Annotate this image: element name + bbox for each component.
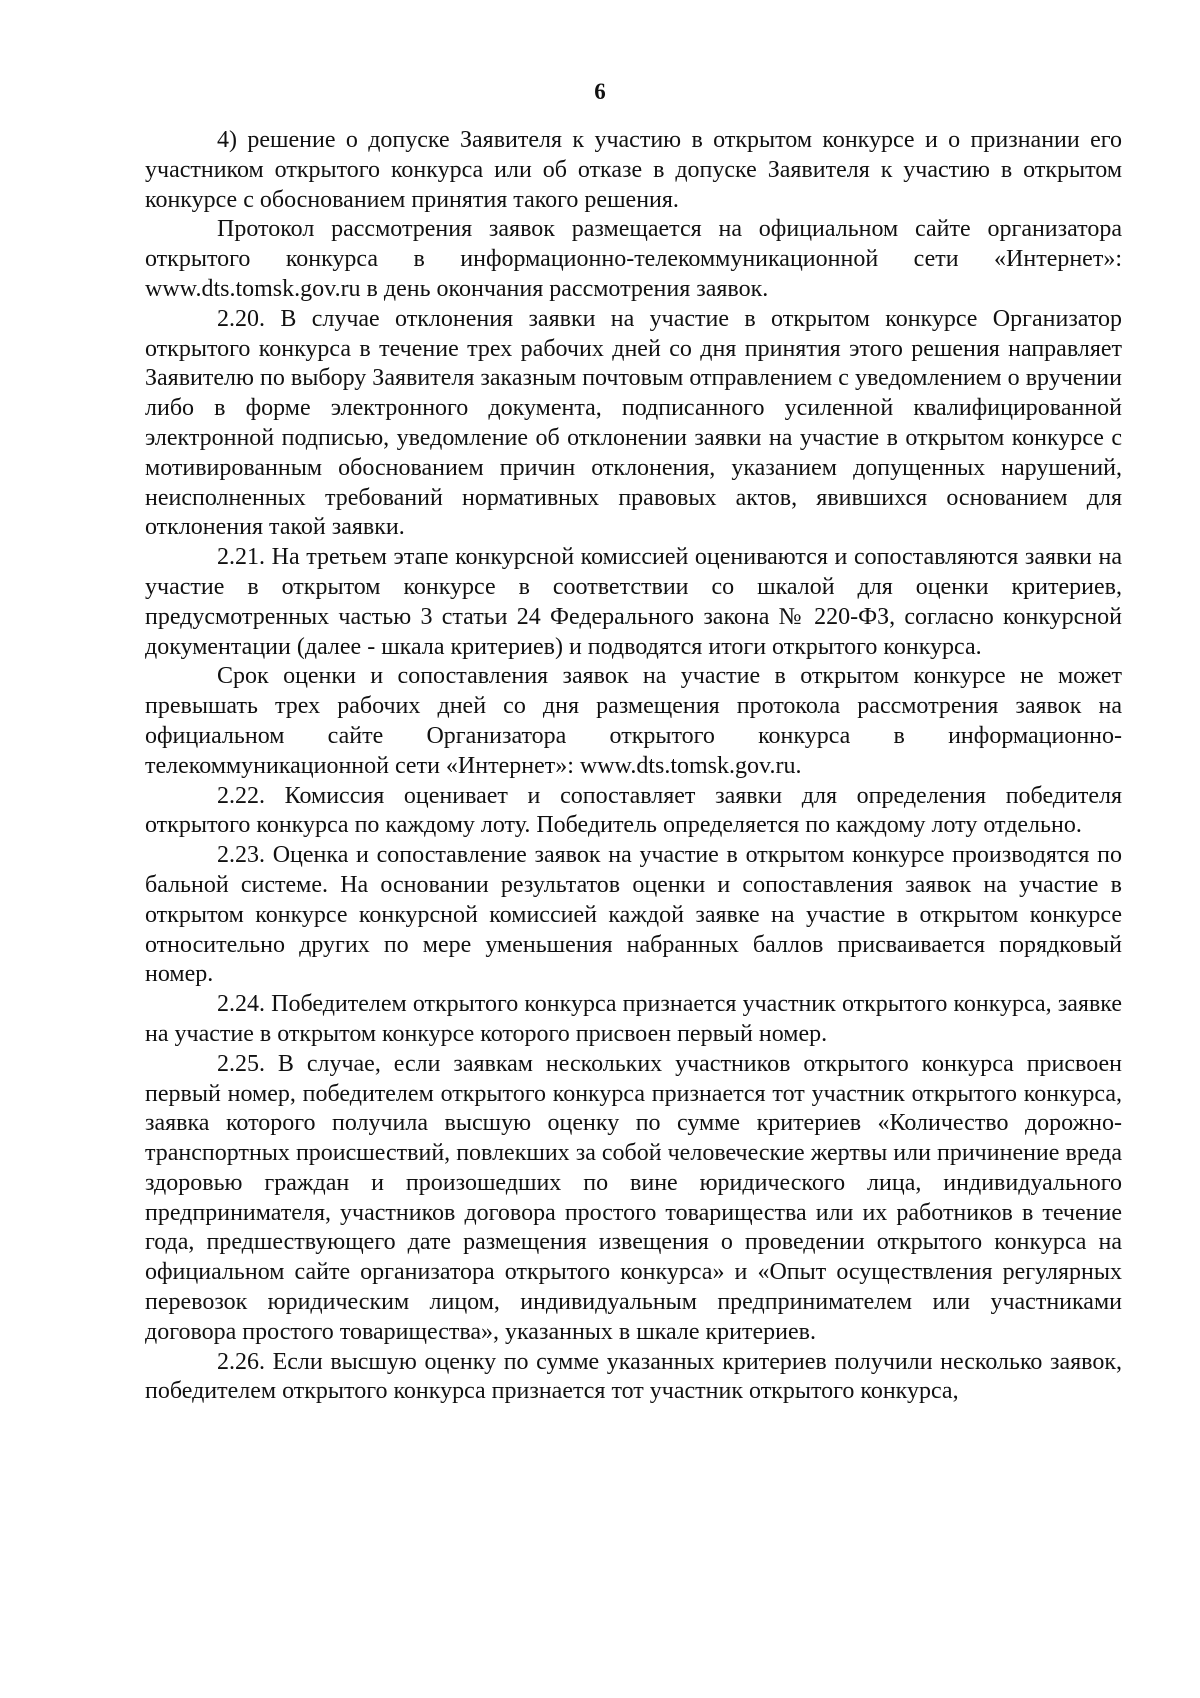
document-body [145,126,1122,1407]
paragraph-clause-2-25: 2.25. В случае, если заявкам нескольких участников открытого конкурса присвоен первый номер, победителем открытого конкурса признается тот участник открытого конкурса, заявка которого получила высшую оценку по сумме критериев «Количество дорожно-транспортных происшествий, повлекших за собой человеческие жертвы или причинение вреда здоровью граждан и произошедших по вине юридического лица, индивидуального предпринимателя, участников договора простого товарищества или их работников в течение года, предшествующего дате размещения извещения о проведении открытого конкурса на официальном сайте организатора открытого конкурса» и «Опыт осуществления регулярных перевозок юридическим лицом, индивидуальным предпринимателем или участниками договора простого товарищества», указанных в шкале критериев. [145,1050,1122,1345]
paragraph-evaluation-deadline: Срок оценки и сопоставления заявок на участие в открытом конкурсе не может превышать трех рабочих дней со дня размещения протокола рассмотрения заявок на официальном сайте Организатора открытого конкурса в информационно-телекоммуникационной сети «Интернет»: www.dts.tomsk.gov.ru. [145,663,1122,779]
paragraph-clause-2-22: 2.22. Комиссия оценивает и сопоставляет заявки для определения победителя открытого конкурса по каждому лоту. Победитель определяется по каждому лоту отдельно. [145,782,1122,839]
paragraph-clause-2-24: 2.24. Победителем открытого конкурса признается участник открытого конкурса, заявке на участие в открытом конкурсе которого присвоен первый номер. [145,991,1122,1047]
paragraph-item-4: 4) решение о допуске Заявителя к участию в открытом конкурсе и о признании его участником открытого конкурса или об отказе в допуске Заявителя к участию в открытом конкурсе с обоснованием принятия такого решения. [145,127,1122,213]
paragraph-clause-2-21: 2.21. На третьем этапе конкурсной комиссией оцениваются и сопоставляются заявки на участие в открытом конкурсе в соответствии со шкалой для оценки критериев, предусмотренных частью 3 статьи 24 Федерального закона № 220-ФЗ, согласно конкурсной документации (далее - шкала критериев) и подводятся итоги открытого конкурса. [145,544,1122,660]
paragraph-clause-2-26: 2.26. Если высшую оценку по сумме указанных критериев получили несколько заявок, победителем открытого конкурса признается тот участник открытого конкурса, [145,1348,1122,1405]
paragraph-clause-2-20: 2.20. В случае отклонения заявки на участие в открытом конкурсе Организатор открытого конкурса в течение трех рабочих дней со дня принятия этого решения направляет Заявителю по выбору Заявителя заказным почтовым отправлением с уведомлением о вручении либо в форме электронного документа, подписанного усиленной квалифицированной электронной подписью, уведомление об отклонении заявки на участие в открытом конкурсе с мотивированным обоснованием причин отклонения, указанием допущенных нарушений, неисполненных требований нормативных правовых актов, явившихся основанием для отклонения такой заявки. [145,305,1122,541]
paragraph-protocol-publication: Протокол рассмотрения заявок размещается на официальном сайте организатора открытого конкурса в информационно-телекоммуникационной сети «Интернет»: www.dts.tomsk.gov.ru в день окончания рассмотрения заявок. [145,216,1122,302]
page-number: 6 [594,79,606,104]
paragraph-clause-2-23: 2.23. Оценка и сопоставление заявок на участие в открытом конкурсе производятся по бальной системе. На основании результатов оценки и сопоставления заявок на участие в открытом конкурсе конкурсной комиссией каждой заявке на участие в открытом конкурсе относительно других по мере уменьшения набранных баллов присваивается порядковый номер. [145,842,1122,988]
